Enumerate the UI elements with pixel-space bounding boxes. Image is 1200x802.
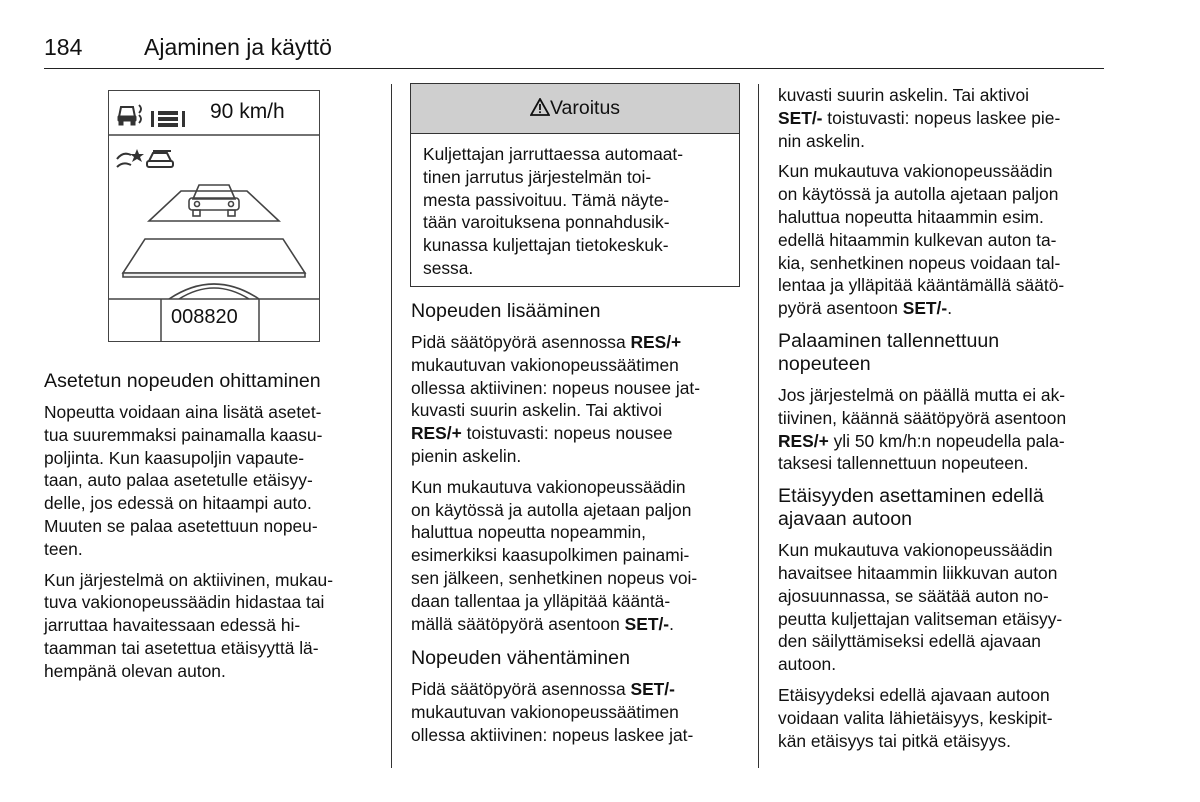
paragraph: Jos järjestelmä on päällä mutta ei ak- tiivinen, käännä säätöpyörä asentoon RES/+ yli 50 km/h:n nopeudella pala- taksesi tallennettuun nopeuteen. <box>778 384 1067 474</box>
section-heading: Asetetun nopeuden ohittaminen <box>44 370 321 392</box>
car-sensor-icon <box>118 105 141 125</box>
paragraph: Kun mukautuva vakionopeussäädin on käytössä ja autolla ajetaan paljon haluttua nopeutta hitaammin esim. edellä hitaammin kulkevan auton ta- kia, senhetkinen nopeus voidaan tal- lentaa ja ylläpitää kääntämällä säätö- pyörä asentoon SET/-. <box>778 161 1065 319</box>
column-divider <box>758 84 759 768</box>
section-title: Ajaminen ja käyttö <box>144 34 332 60</box>
distance-bars-icon <box>151 111 185 127</box>
display-illustration <box>109 91 319 341</box>
paragraph: Nopeutta voidaan aina lisätä asetet- tua suuremmaksi painamalla kaasu- poljinta. Kun kaasupoljin vapaute- taan, auto palaa asetetulle etäisyy- delle, jos edessä on hitaampi auto. Muuten se palaa asetettuun nopeu- teen. <box>44 402 323 559</box>
warning-header <box>411 84 739 134</box>
paragraph: Kun mukautuva vakionopeussäädin havaitsee hitaammin liikkuvan auton ajosuunnassa, se säätää auton no- peutta kuljettajan valitseman etäisyy- den säilyttämiseksi edellä ajavaan autoon. <box>778 540 1063 675</box>
warning-triangle-icon <box>530 98 550 116</box>
column-divider <box>391 84 392 768</box>
paragraph: kuvasti suurin askelin. Tai aktivoi SET/- toistuvasti: nopeus laskee pie- nin askelin. <box>778 85 1061 151</box>
column-3 <box>778 84 1108 760</box>
page-number: 184 <box>44 34 83 60</box>
column-2 <box>411 300 746 755</box>
odometer-readout: 008820 <box>171 306 238 328</box>
paragraph: Kun mukautuva vakionopeussäädin on käytössä ja autolla ajetaan paljon haluttua nopeutta nopeammin, esimerkiksi kaasupolkimen painami- sen jälkeen, senhetkinen nopeus voi- daan tallentaa ja ylläpitää kääntä- mällä säätöpyörä asentoon SET/-. <box>411 476 698 634</box>
page-header <box>44 34 1104 69</box>
paragraph: Kun järjestelmä on aktiivinen, mukau- tuva vakionopeussäädin hidastaa tai jarruttaa havaitessaan edessä hi- taamman tai asetettua etäisyyttä lä- hempänä olevan auton. <box>44 569 334 681</box>
warning-text: Kuljettajan jarruttaessa automaat- tinen jarrutus järjestelmän toi- mesta passivoituu. Tämä näyte- tään varoituksena ponnahdusik- kunassa kuljettajan tietokeskuk- sessa. <box>423 144 684 278</box>
section-heading: Nopeuden lisääminen <box>411 300 601 322</box>
vehicle-ahead-icon <box>189 185 239 216</box>
section-heading: Palaaminen tallennettuun nopeuteen <box>778 329 1000 375</box>
section-heading: Nopeuden vähentäminen <box>411 647 630 670</box>
warning-title: Varoitus <box>549 97 621 119</box>
set-speed-readout: 90 km/h <box>210 100 285 123</box>
cruise-control-display-figure <box>108 90 320 342</box>
paragraph: Pidä säätöpyörä asennossa SET/- mukautuvan vakionopeussäätimen ollessa aktiivinen: nopeus laskee jat- <box>411 679 694 745</box>
warning-box <box>410 83 740 287</box>
adaptive-cruise-icon <box>117 149 173 167</box>
paragraph: Etäisyydeksi edellä ajavaan autoon voidaan valita lähietäisyys, keskipit- kän etäisyys tai pitkä etäisyys. <box>778 684 1053 751</box>
paragraph: Pidä säätöpyörä asennossa RES/+ mukautuvan vakionopeussäätimen ollessa aktiivinen: nopeus nousee jat- kuvasti suurin askelin. Tai aktivoi RES/+ toistuvasti: nopeus nousee pienin askelin. <box>411 332 701 466</box>
column-1 <box>44 370 374 691</box>
section-heading: Etäisyyden asettaminen edellä ajavaan autoon <box>778 485 1044 531</box>
road-scene-icon <box>123 191 305 299</box>
